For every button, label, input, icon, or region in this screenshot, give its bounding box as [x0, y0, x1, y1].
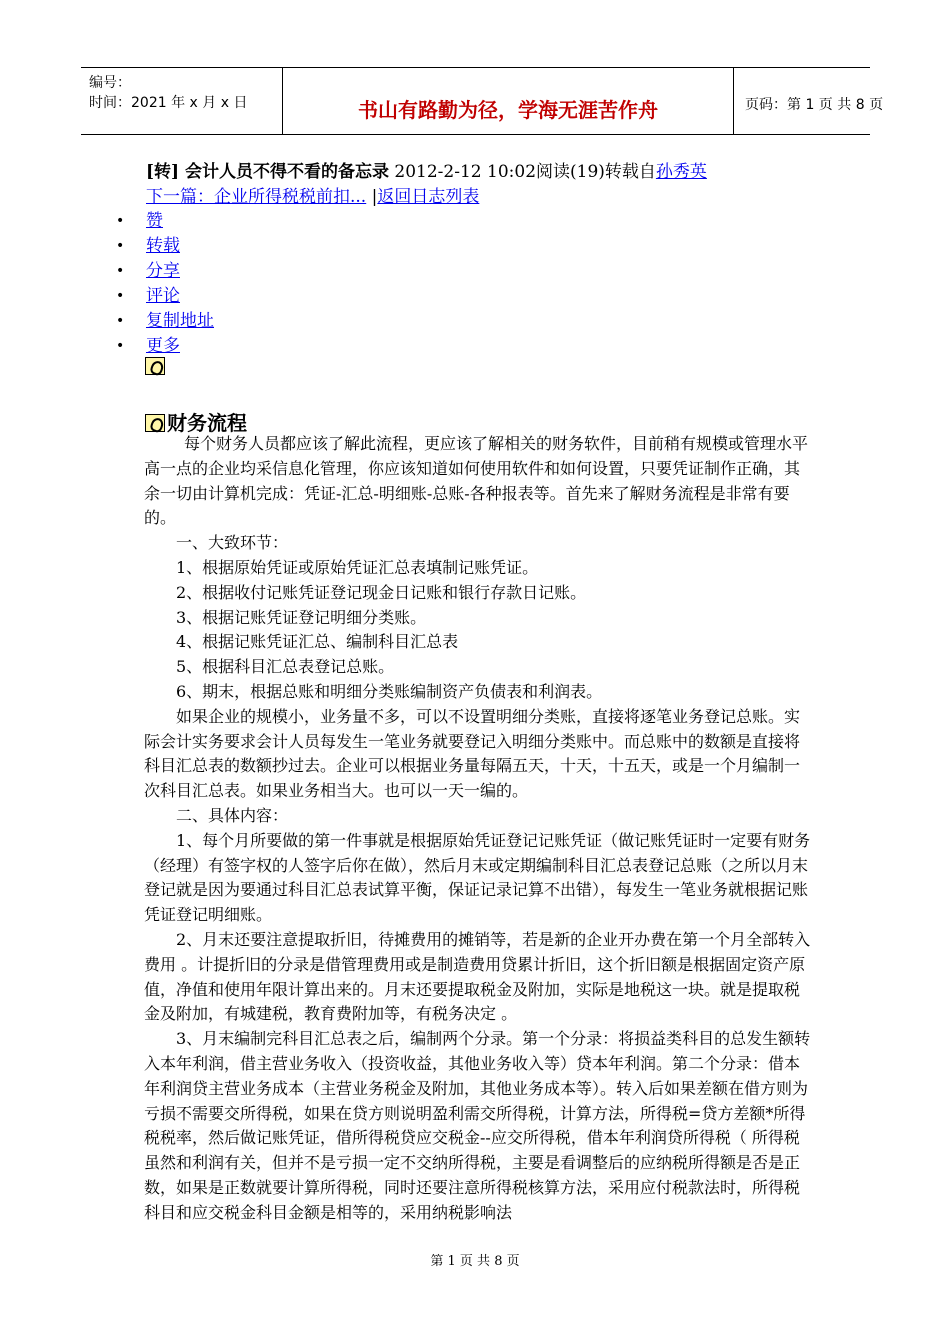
- paragraph: 2、根据收付记账凭证登记现金日记账和银行存款日记账。: [176, 582, 587, 602]
- post-meta: 2012-2-12 10:02阅读(19)转载自: [389, 162, 656, 182]
- paragraph: 4、根据记账凭证汇总、编制科目汇总表: [176, 632, 459, 652]
- bullet-icon: •: [116, 338, 125, 354]
- action-share: [110, 259, 214, 284]
- header-motto-cell: [282, 68, 734, 134]
- post-actions-list: [110, 209, 214, 359]
- header-page-cell: [734, 68, 884, 134]
- paragraph: 2、月末还要注意提取折旧，待摊费用的摊销等，若是新的企业开办费在第一个月全部转入费用 。计提折旧的分录是借管理费用或是制造费用贷累计折旧，这个折旧额是根据固定资产原值，净值和使用年限计算出来的。月末还要提取税金及附加，实际是地税这一块。就是提取税金及附加，有城建税，教育费附加等，有税务决定 。: [144, 929, 811, 1024]
- bullet-icon: •: [116, 263, 125, 279]
- action-repost: [110, 234, 214, 259]
- post-title-row: [146, 160, 707, 184]
- paragraph: 5、根据科目汇总表登记总账。: [176, 657, 395, 677]
- post-title: [转] 会计人员不得不看的备忘录: [146, 162, 390, 182]
- next-post-link[interactable]: 下一篇：企业所得税税前扣...: [146, 187, 367, 207]
- more-link[interactable]: 更多: [146, 336, 180, 356]
- paragraph: 如果企业的规模小，业务量不多，可以不设置明细分类账，直接将逐笔业务登记总账。实际会计实务要求会计人员每发生一笔业务就要登记入明细分类账中。而总账中的数额是直接将科目汇总表的数额抄过去。企业可以根据业务量每隔五天，十天，十五天，或是一个月编制一次科目汇总表。如果业务相当大。也可以一天一编的。: [144, 706, 801, 801]
- bullet-icon: •: [116, 288, 125, 304]
- share-link[interactable]: 分享: [146, 261, 180, 281]
- section-title-text: 财务流程: [167, 411, 247, 435]
- action-copy-url: [110, 309, 214, 334]
- motto-text: 书山有路勤为径，学海无涯苦作舟: [358, 98, 658, 122]
- date-label: 时间：2021 年 x 月 x 日: [89, 95, 248, 111]
- edit-pencil-icon[interactable]: [145, 357, 165, 375]
- repost-link[interactable]: 转载: [146, 236, 180, 256]
- action-like: [110, 209, 214, 234]
- action-more: [110, 334, 214, 359]
- post-nav-row: [146, 185, 479, 209]
- like-link[interactable]: 赞: [146, 211, 163, 231]
- bullet-icon: •: [116, 313, 125, 329]
- page-number-label: 页码：第 1 页 共 8 页: [745, 97, 884, 113]
- document-header: [81, 67, 884, 135]
- bullet-icon: •: [116, 213, 125, 229]
- pencil-icon: [145, 414, 165, 432]
- paragraph: 6、期末，根据总账和明细分类账编制资产负债表和利润表。: [176, 681, 603, 701]
- nav-separator: |: [366, 187, 378, 207]
- paragraph: 二、具体内容：: [176, 805, 289, 825]
- number-label: 编号：: [89, 75, 131, 91]
- bullet-icon: •: [116, 238, 125, 254]
- paragraph: 1、根据原始凭证或原始凭证汇总表填制记账凭证。: [176, 557, 539, 577]
- header-info-cell: [81, 68, 282, 134]
- page-footer: 第 1 页 共 8 页: [430, 1254, 520, 1269]
- author-link[interactable]: 孙秀英: [655, 162, 707, 182]
- paragraph: 每个财务人员都应该了解此流程，更应该了解相关的财务软件，目前稍有规模或管理水平高一点的企业均采信息化管理，你应该知道如何使用软件和如何设置，只要凭证制作正确，其余一切由计算机完成：凭证-汇总-明细账-总账-各种报表等。首先来了解财务流程是非常有要的。: [144, 434, 809, 528]
- back-to-list-link[interactable]: 返回日志列表: [377, 187, 480, 207]
- paragraph: 一、大致环节：: [176, 533, 289, 553]
- article-body: [144, 432, 812, 1226]
- paragraph: 1、每个月所要做的第一件事就是根据原始凭证登记记账凭证（做记账凭证时一定要有财务（经理）有签字权的人签字后你在做），然后月末或定期编制科目汇总表登记总账（之所以月末登记就是因为要通过科目汇总表试算平衡，保证记录记算不出错），每发生一笔业务就根据记账凭证登记明细账。: [144, 830, 811, 925]
- comment-link[interactable]: 评论: [146, 286, 180, 306]
- action-comment: [110, 284, 214, 309]
- copy-address-link[interactable]: 复制地址: [146, 311, 214, 331]
- paragraph: 3、月末编制完科目汇总表之后，编制两个分录。第一个分录：将损益类科目的总发生额转入本年利润，借主营业务收入（投资收益，其他业务收入等）贷本年利润。第二个分录：借本年利润贷主营业务成本（主营业务税金及附加，其他业务成本等）。转入后如果差额在借方则为亏损不需要交所得税，如果在贷方则说明盈利需交所得税，计算方法，所得税=贷方差额*所得税税率，然后做记账凭证，借所得税贷应交税金--应交所得税，借本年利润贷所得税（ 所得税虽然和利润有关，但并不是亏损一定不交纳所得税，主要是看调整后的应纳税所得额是否是正数，如果是正数就要计算所得税，同时还要注意所得税核算方法，采用应付税款法时，所得税科目和应交税金科目金额是相等的，采用纳税影响法: [144, 1029, 811, 1222]
- paragraph: 3、根据记账凭证登记明细分类账。: [176, 607, 427, 627]
